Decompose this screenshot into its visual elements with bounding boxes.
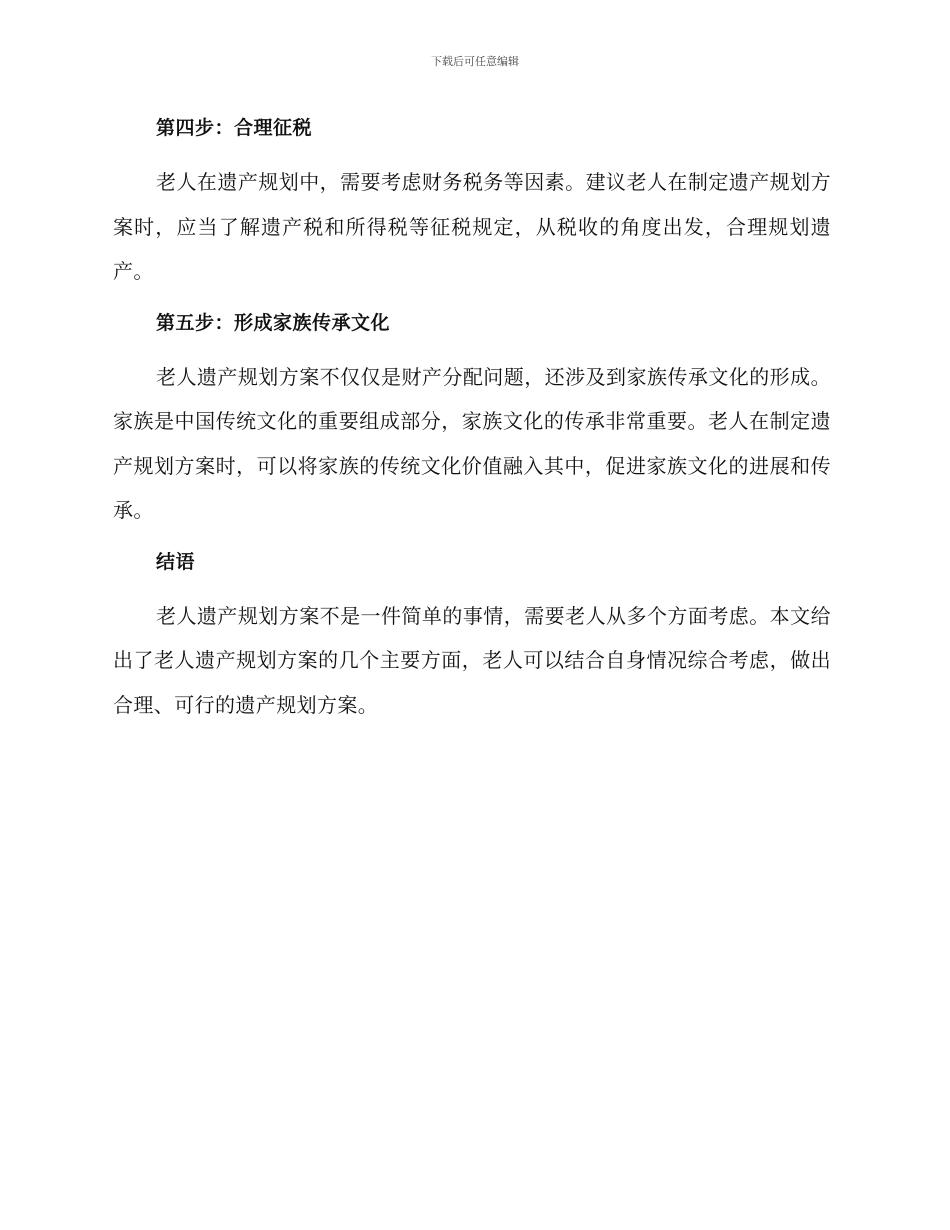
section-step-five xyxy=(113,307,831,533)
section-heading: 第五步：形成家族传承文化 xyxy=(156,311,391,334)
section-paragraph: 老人遗产规划方案不仅仅是财产分配问题，还涉及到家族传承文化的形成。家族是中国传统文化的重要组成部分，家族文化的传承非常重要。老人在制定遗产规划方案时，可以将家族的传统文化价值融入其中，促进家族文化的进展和传承。 xyxy=(113,364,831,522)
section-heading: 第四步：合理征税 xyxy=(156,117,313,139)
section-paragraph: 老人在遗产规划中，需要考虑财务税务等因素。建议老人在制定遗产规划方案时，应当了解遗产税和所得税等征税规定，从税收的角度出发，合理规划遗产。 xyxy=(113,170,831,283)
document-body xyxy=(113,112,831,740)
section-step-four xyxy=(113,112,831,294)
page-header-note: 下载后可任意编辑 xyxy=(431,55,519,68)
section-paragraph: 老人遗产规划方案不是一件简单的事情，需要老人从多个方面考虑。本文给出了老人遗产规划方案的几个主要方面，老人可以结合自身情况综合考虑，做出合理、可行的遗产规划方案。 xyxy=(113,603,831,717)
section-conclusion xyxy=(113,546,831,728)
section-heading: 结语 xyxy=(156,550,196,573)
